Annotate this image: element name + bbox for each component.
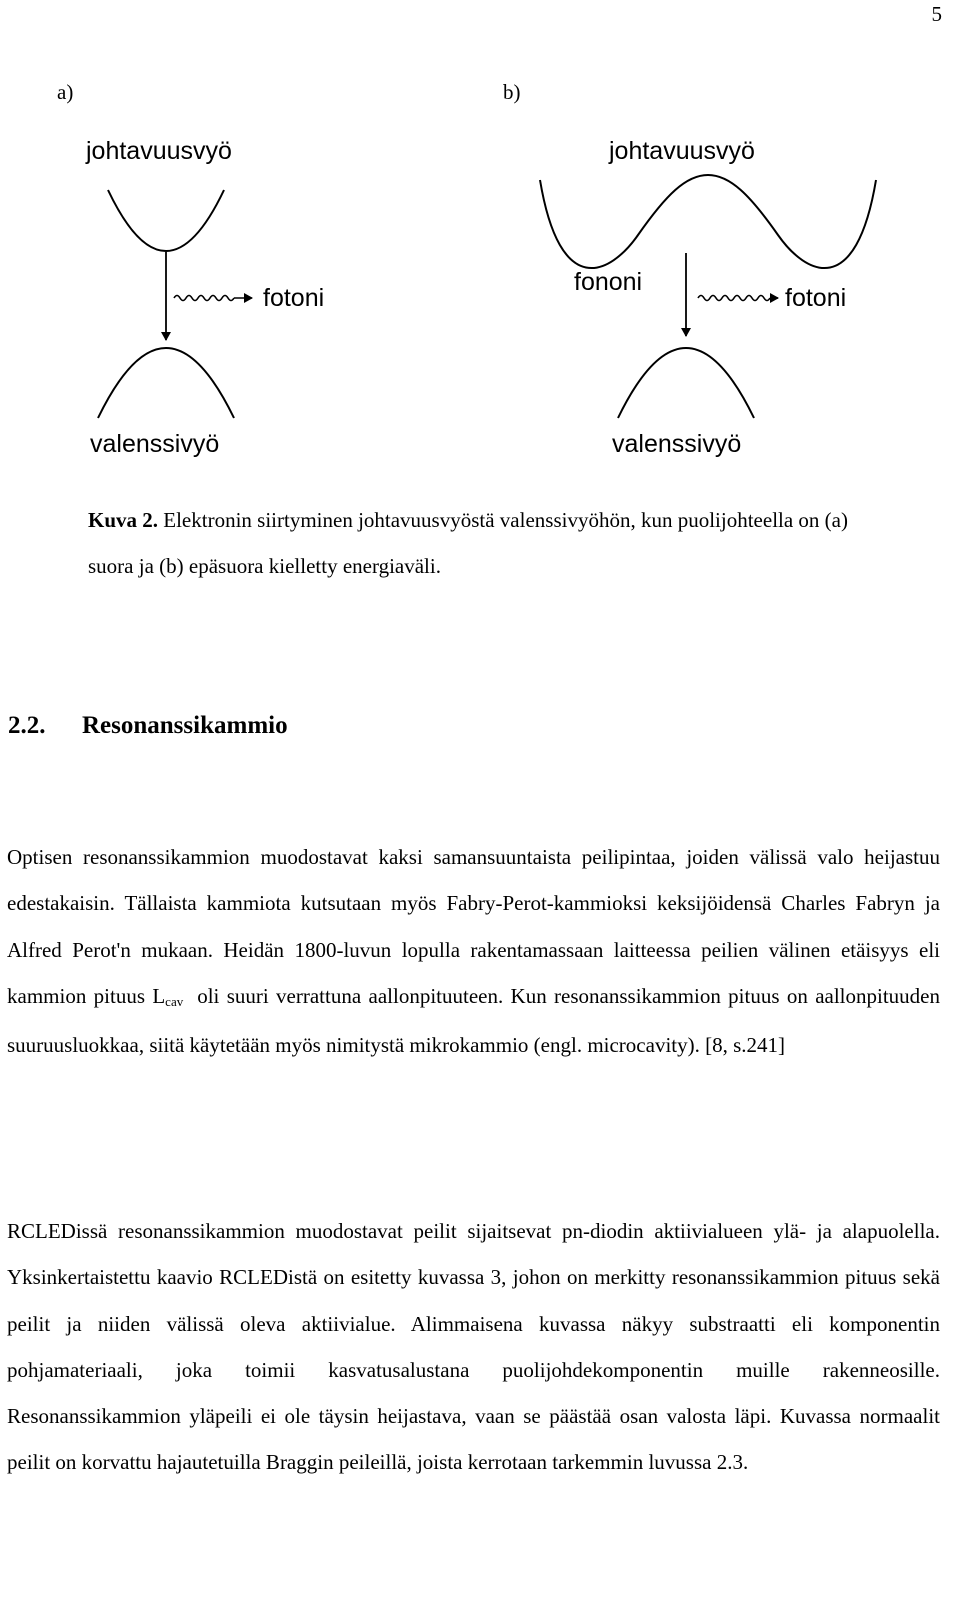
page-number: 5 [931,2,942,26]
panel-b [540,137,876,458]
panel-a-valence-band-label: valenssivyö [90,430,220,458]
paragraph1-text-before: Optisen resonanssikammion muodostavat kaksi samansuuntaista peilipintaa, joiden välissä valo heijastuu edestakaisin. Tällaista kammiota kutsutaan myös Fabry-Perot-kammioksi keksijöidensä Charles Fabryn ja Alfred Perot'n mukaan. Heidän 1800-luvun lopulla rakentamassaan laitteessa peilien välinen etäisyys eli kammion pituus L [7,845,940,1008]
paragraph1-text-after: oli suuri verrattuna aallonpituuteen. Kun resonanssikammion pituus on aallonpituuden suuruusluokkaa, siitä käytetään myös nimitystä mikrokammio (engl. microcavity). [8, s.241] [7,983,940,1058]
panel-b-valence-band-curve [618,348,754,418]
panel-b-photon-label: fotoni [785,284,847,312]
paragraph-rcled-mirrors: RCLEDissä resonanssikammion muodostavat peilit sijaitsevat pn-diodin aktiivialueen ylä- ja alapuolella. Yksinkertaistettu kaavio RCLEDistä on esitetty kuvassa 3, johon on merkitty resonanssikammion pituus sekä peilit ja niiden välissä oleva aktiivialue. Alimmaisena kuvassa näkyy substraatti eli komponentin pohjamateriaali, joka toimii kasvatusalustana puolijohdekomponentin muille rakenneosille. Resonanssikammion yläpeili ei ole täysin heijastava, vaan se päästää osan valosta läpi. Kuvassa normaalit peilit on korvattu hajautetuilla Braggin peileillä, joista kerrotaan tarkemmin luvussa 2.3. [7,1219,940,1475]
panel-a-conduction-band-curve [108,190,224,251]
section-title: Resonanssikammio [82,712,288,739]
panel-a-photon-label: fotoni [263,284,325,312]
panel-b-photon-wave [698,296,770,301]
panel-b-label: b) [503,80,521,104]
panel-a [85,137,324,458]
paragraph-optical-cavity [7,834,940,1068]
section-heading [8,712,288,740]
section-number: 2.2. [8,712,46,739]
panel-b-conduction-band-label: johtavuusvyö [609,137,755,165]
paragraph1-subscript: cav [165,993,184,1009]
panel-a-valence-band-curve [98,348,234,418]
panel-a-label: a) [57,80,74,104]
panel-a-conduction-band-label: johtavuusvyö [86,137,232,165]
caption-label: Kuva 2. [88,508,159,532]
panel-b-conduction-band-curve [540,175,876,268]
panel-b-phonon-label: fononi [574,268,643,296]
panel-a-photon-wave [174,296,234,301]
figure-caption [88,497,888,589]
band-diagram-figure [0,0,960,480]
panel-b-valence-band-label: valenssivyö [612,430,742,458]
caption-text: Elektronin siirtyminen johtavuusvyöstä valenssivyöhön, kun puolijohteella on (a) suora ja (b) epäsuora kielletty energiaväli. [88,508,848,578]
